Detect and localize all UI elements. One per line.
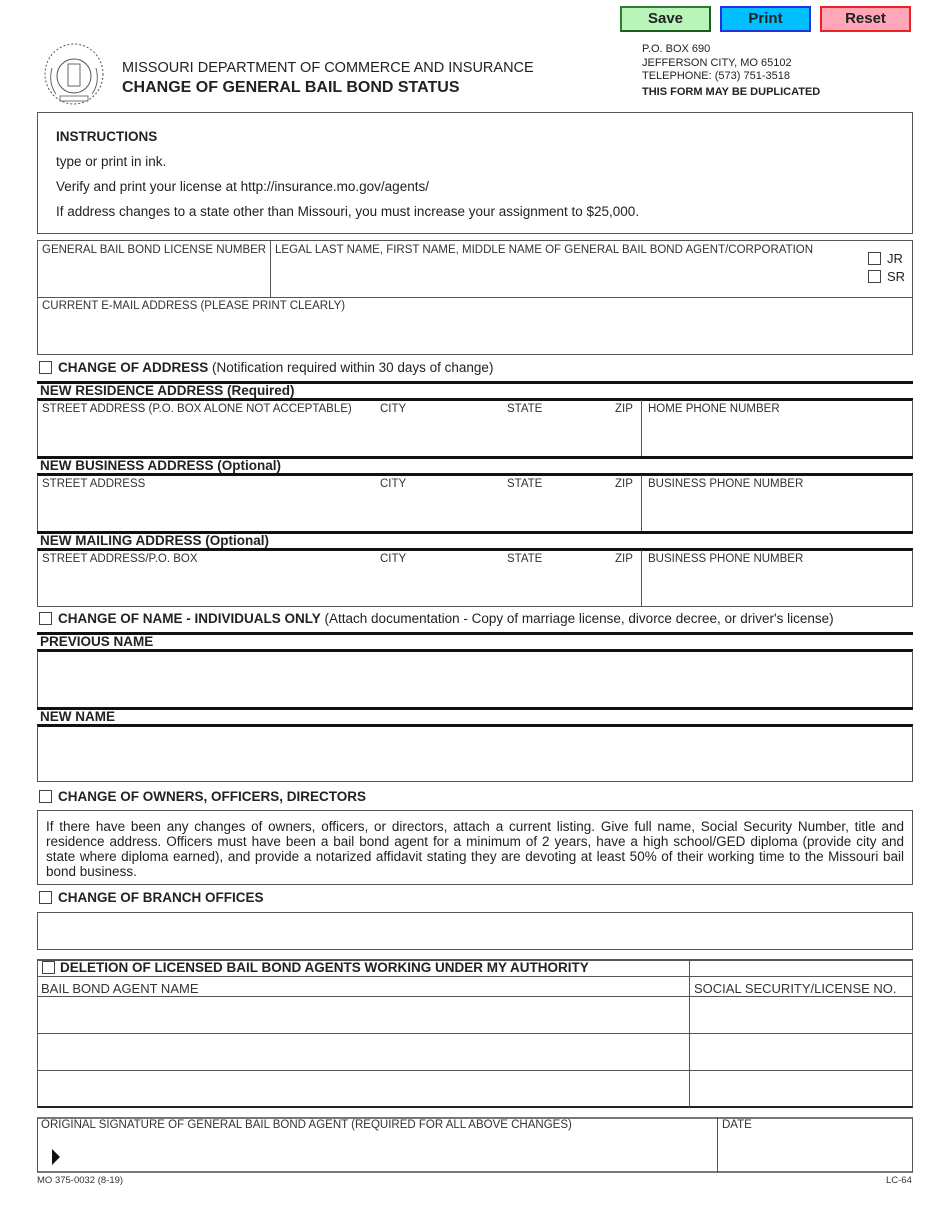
change-of-branch-title: CHANGE OF BRANCH OFFICES [58,890,264,905]
address-section-header: NEW BUSINESS ADDRESS (Optional) [37,456,913,476]
new-name-header: NEW NAME [37,707,913,727]
department-name: MISSOURI DEPARTMENT OF COMMERCE AND INSURANCE [122,60,534,76]
phone-label: HOME PHONE NUMBER [648,403,780,415]
sr-checkbox[interactable] [868,268,905,286]
telephone: TELEPHONE: (573) 751-3518 [642,70,790,82]
change-of-name-title: CHANGE OF NAME - INDIVIDUALS ONLY [58,611,321,626]
instruction-line: Verify and print your license at http://insurance.mo.gov/agents/ [56,179,429,194]
change-of-owners-checkbox[interactable] [39,789,366,804]
jr-label: JR [887,251,903,266]
street-label: STREET ADDRESS (P.O. BOX ALONE NOT ACCEPTABLE) [42,403,352,415]
zip-label: ZIP [615,478,633,490]
street-label: STREET ADDRESS [42,478,146,490]
deletion-title: DELETION OF LICENSED BAIL BOND AGENTS WORKING UNDER MY AUTHORITY [60,960,589,975]
form-code: LC-64 [886,1175,912,1186]
city-label: CITY [380,478,407,490]
address-section-header: NEW RESIDENCE ADDRESS (Required) [37,381,913,401]
state-label: STATE [507,478,543,490]
state-label: STATE [507,553,543,565]
signature-label: ORIGINAL SIGNATURE OF GENERAL BAIL BOND AGENT (REQUIRED FOR ALL ABOVE CHANGES) [41,1119,572,1131]
owners-instructions: If there have been any changes of owners, officers, or directors, attach a current listing. Give full name, Social Security Number, title and residence address. Officers must have been a bail bond agent for a minimum of 2 years, have a high school/GED diploma (provide city and state where diploma earned), and provide a notarized affidavit stating they are devoting at least 50% of their working time to the Missouri bail bond business. [37,810,913,885]
ssn-column-header: SOCIAL SECURITY/LICENSE NO. [694,981,897,996]
instruction-line: If address changes to a state other than Missouri, you must increase your assignment to $25,000. [56,204,640,219]
zip-label: ZIP [615,403,633,415]
contact-info [642,43,820,99]
address-section-header: NEW MAILING ADDRESS (Optional) [37,531,913,551]
previous-name-header: PREVIOUS NAME [37,632,913,652]
street-label: STREET ADDRESS/P.O. BOX [42,553,198,565]
deletion-checkbox[interactable] [42,960,589,975]
date-label: DATE [722,1119,752,1131]
po-box: P.O. BOX 690 [642,43,711,55]
change-of-address-checkbox[interactable] [39,360,493,375]
change-of-branch-checkbox[interactable] [39,890,264,905]
suffix-options [868,250,905,286]
reset-button[interactable]: Reset [820,6,911,32]
print-button[interactable]: Print [720,6,811,32]
change-of-name-note: (Attach documentation - Copy of marriage license, divorce decree, or driver's license) [324,611,834,626]
state-seal-logo [42,38,106,106]
previous-name-field[interactable] [37,651,913,708]
city-label: CITY [380,553,407,565]
new-name-field[interactable] [37,726,913,782]
phone-label: BUSINESS PHONE NUMBER [648,553,804,565]
save-button[interactable]: Save [620,6,711,32]
change-of-owners-title: CHANGE OF OWNERS, OFFICERS, DIRECTORS [58,789,367,804]
instructions-heading: INSTRUCTIONS [56,129,158,144]
state-label: STATE [507,403,543,415]
zip-label: ZIP [615,553,633,565]
email-label: CURRENT E-MAIL ADDRESS (PLEASE PRINT CLEARLY) [42,300,346,312]
signature-arrow-icon [52,1149,60,1165]
duplicate-note: THIS FORM MAY BE DUPLICATED [642,85,821,98]
jr-checkbox[interactable] [868,250,905,268]
agent-name-label: LEGAL LAST NAME, FIRST NAME, MIDDLE NAME OF GENERAL BAIL BOND AGENT/CORPORATION [275,244,814,256]
change-of-name-checkbox[interactable] [39,611,834,626]
sr-label: SR [887,269,906,284]
instruction-line: type or print in ink. [56,154,167,169]
license-number-label: GENERAL BAIL BOND LICENSE NUMBER [42,244,267,256]
change-of-address-note: (Notification required within 30 days of change) [212,360,494,375]
agent-name-column-header: BAIL BOND AGENT NAME [41,981,199,996]
form-number: MO 375-0032 (8-19) [37,1175,124,1186]
form-title: CHANGE OF GENERAL BAIL BOND STATUS [122,79,460,96]
branch-offices-field[interactable] [37,912,913,950]
change-of-address-title: CHANGE OF ADDRESS [58,360,209,375]
city: JEFFERSON CITY, MO 65102 [642,56,792,69]
city-label: CITY [380,403,407,415]
phone-label: BUSINESS PHONE NUMBER [648,478,804,490]
